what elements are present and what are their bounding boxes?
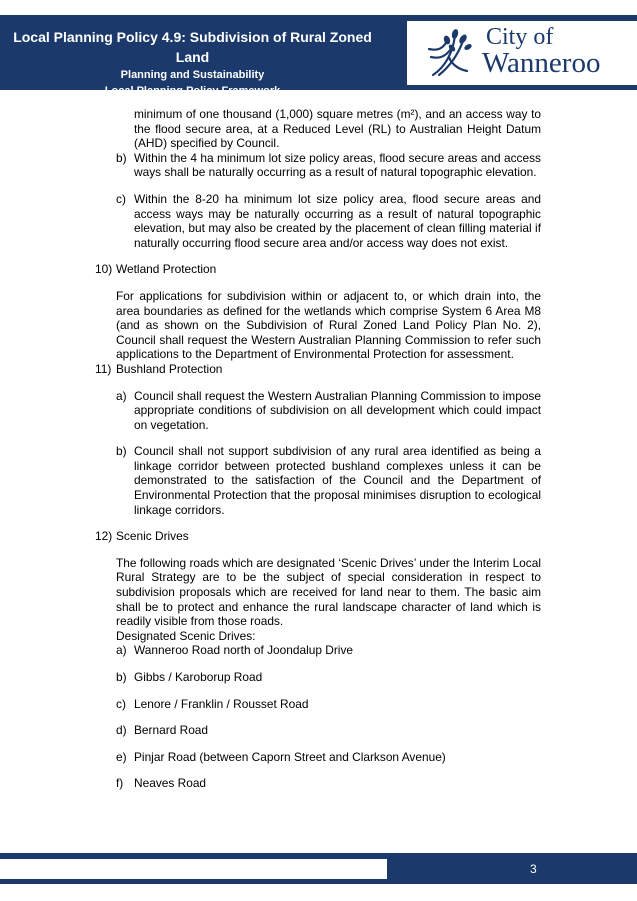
policy-body	[95, 107, 541, 803]
list-item-label: b)	[116, 150, 127, 165]
section-number: 10)	[95, 262, 113, 277]
scenic-drives-list-heading: Designated Scenic Drives:	[116, 628, 256, 643]
list-item	[95, 643, 541, 658]
list-item	[95, 444, 541, 517]
list-item	[95, 192, 541, 250]
list-item-label: b)	[116, 444, 127, 459]
section-title: Bushland Protection	[116, 361, 223, 376]
list-item-text: Lenore / Franklin / Rousset Road	[134, 696, 309, 711]
section-heading-10	[95, 262, 541, 277]
page-footer	[0, 856, 637, 884]
list-item	[95, 723, 541, 738]
logo-wordmark	[482, 24, 601, 79]
list-item-label: c)	[116, 696, 126, 711]
list-item-text: Bernard Road	[134, 723, 209, 738]
list-item	[95, 670, 541, 685]
section-number: 11)	[95, 361, 112, 376]
continued-paragraph: minimum of one thousand (1,000) square metres (m²), and an access way to the flood secure area, at a Reduced Level (RL) to Australian Height Datum (AHD) specified by Council.	[134, 107, 541, 151]
list-item	[95, 776, 541, 791]
department-name: Planning and Sustainability	[120, 69, 265, 81]
list-item-text: Council shall request the Western Australian Planning Commission to impose appropriate conditions of subdivision on all development which could impact on vegetation.	[134, 388, 541, 432]
list-item	[95, 697, 541, 712]
list-item-text: Council shall not support subdivision of any rural area identified as being a linkage corridor between protected bushland complexes unless it can be demonstrated to the satisfaction of the Council and the Department of Environmental Protection that the proposal minimises disruption to ecological linkage corridors.	[134, 444, 541, 517]
list-item-text: Wanneroo Road north of Joondalup Drive	[134, 643, 354, 658]
section-heading-11	[95, 362, 541, 377]
list-item-label: d)	[116, 723, 127, 738]
logo-name-text: Wanneroo	[482, 47, 601, 79]
list-item-label: b)	[116, 670, 127, 684]
list-item-label: a)	[116, 388, 127, 403]
section-title: Scenic Drives	[116, 529, 189, 544]
list-item-text: Pinjar Road (between Caporn Street and Clarkson Avenue)	[134, 749, 446, 764]
city-logo	[407, 21, 637, 85]
document-title: Local Planning Policy 4.9: Subdivision of Rural Zoned Land	[13, 29, 372, 65]
list-item-label: a)	[116, 643, 127, 658]
kangaroo-paw-icon	[427, 27, 479, 79]
section-title: Wetland Protection	[116, 262, 217, 277]
page-number: 3	[530, 862, 537, 876]
footer-white-strip	[0, 859, 387, 879]
list-item-label: f)	[116, 776, 124, 791]
page-header	[0, 15, 637, 97]
scenic-drives-paragraph: The following roads which are designated ‘Scenic Drives’ under the Interim Local Rural Strategy are to be the subject of special consideration in respect to subdivision proposals which are received for land near to them. The basic aim shall be to protect and enhance the rural landscape character of land which is readily visible from those roads.	[116, 555, 541, 629]
section-number: 12)	[95, 529, 113, 544]
list-item-label: e)	[116, 749, 127, 764]
list-item-text: Neaves Road	[134, 776, 207, 791]
list-item	[95, 750, 541, 765]
list-item	[95, 151, 541, 180]
header-band	[0, 15, 637, 97]
section-heading-12	[95, 529, 541, 544]
list-item-text: Within the 4 ha minimum lot size policy areas, flood secure areas and access ways shall be naturally occurring as a result of natural topographic elevation.	[134, 150, 541, 180]
logo-city-text: City of	[486, 24, 554, 50]
header-titles	[0, 27, 385, 99]
list-item	[95, 389, 541, 433]
list-item-text: Within the 8-20 ha minimum lot size policy area, flood secure areas and access ways may be naturally occurring as a result of natural topographic elevation, but may also be created by the placement of clean filling material if naturally occurring flood secure area and/or access way does not exist.	[134, 191, 541, 250]
wetland-paragraph: For applications for subdivision within or adjacent to, or which drain into, the area boundaries as defined for the wetlands which comprise System 6 Area M8 (and as shown on the Subdivision of Rural Zoned Land Policy Plan No. 2), Council shall request the Western Australian Planning Commission to refer such applications to the Department of Environmental Protection for assessment.	[116, 288, 541, 362]
list-item-text: Gibbs / Karoborup Road	[134, 670, 263, 684]
list-item-label: c)	[116, 191, 126, 206]
framework-name: Local Planning Policy Framework	[104, 85, 281, 97]
